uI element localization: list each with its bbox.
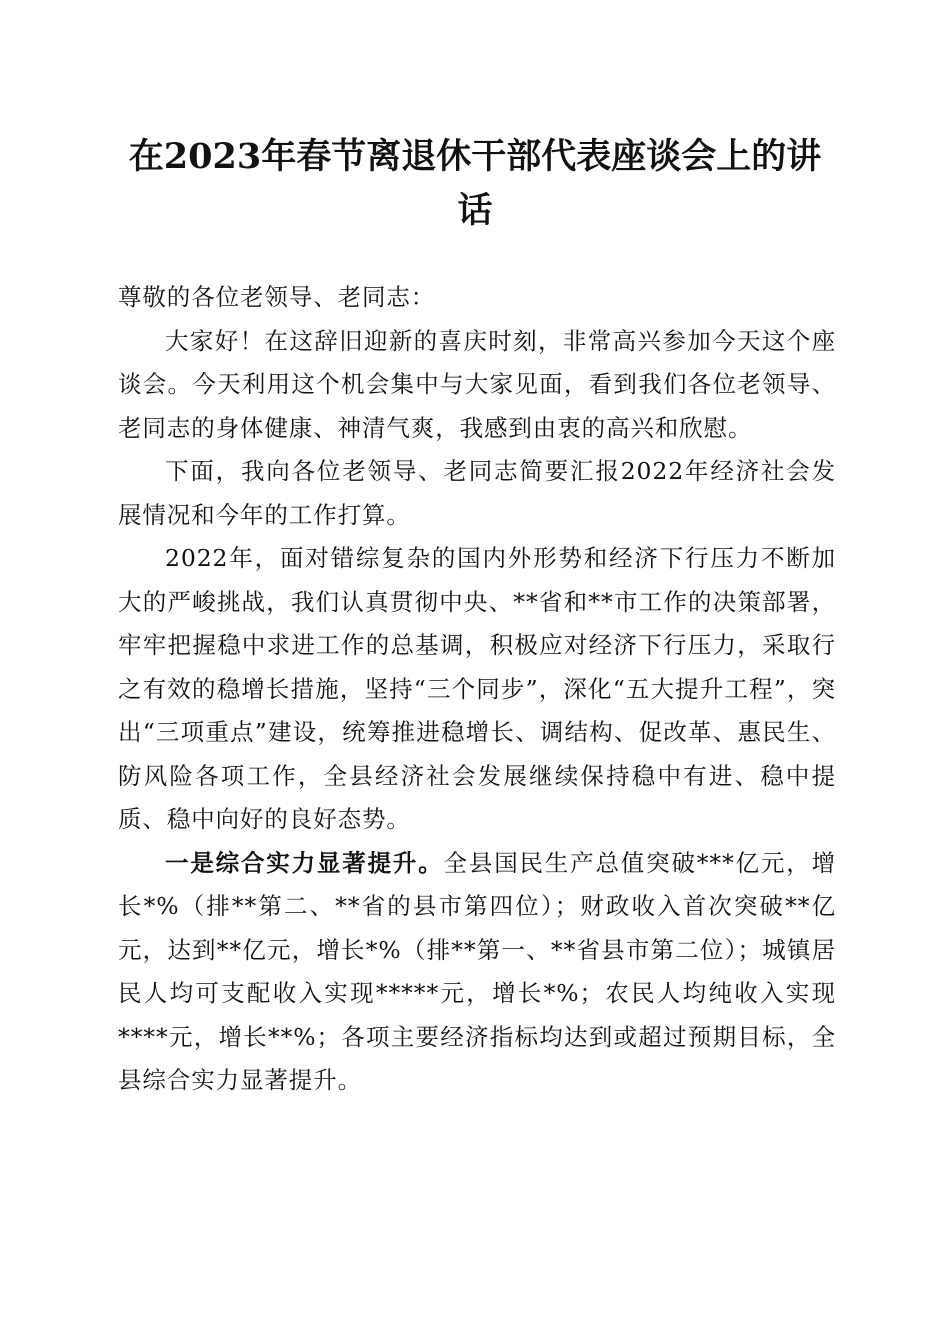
paragraph-lead-heading: 一是综合实力显著提升。 (165, 848, 444, 877)
salutation: 尊敬的各位老领导、老同志： (118, 283, 436, 311)
document-title: 在2023年春节离退休干部代表座谈会上的讲话 (128, 136, 822, 231)
paragraph-2022-overview: 2022年，面对错综复杂的国内外形势和经济下行压力不断加大的严峻挑战，我们认真贯彻中央、**省和**市工作的决策部署，牢牢把握稳中求进工作的总基调，积极应对经济下行压力，采取行之有效的稳增长措施，坚持“三个同步”，深化“五大提升工程”，突出“三项重点”建设，统筹推进稳增长、调结构、促改革、惠民生、防风险各项工作，全县经济社会发展继续保持稳中有进、稳中提质、稳中向好的良好态势。 (118, 544, 836, 833)
document-body (118, 276, 836, 1103)
paragraph-overall-strength (118, 842, 836, 1103)
paragraph-greeting: 大家好！在这辞旧迎新的喜庆时刻，非常高兴参加今天这个座谈会。今天利用这个机会集中与大家见面，看到我们各位老领导、老同志的身体健康、神清气爽，我感到由衷的高兴和欣慰。 (118, 326, 836, 442)
paragraph-report-intro: 下面，我向各位老领导、老同志简要汇报2022年经济社会发展情况和今年的工作打算。 (118, 457, 836, 529)
paragraph-body: 全县国民生产总值突破***亿元，增长*%（排**第二、**省的县市第四位）；财政收入首次突破**亿元，达到**亿元，增长*%（排**第一、**省县市第二位）；城镇居民人均可支配收入实现*****元，增长*%；农民人均纯收入实现****元，增长**%；各项主要经济指标均达到或超过预期目标，全县综合实力显著提升。 (118, 848, 836, 1094)
